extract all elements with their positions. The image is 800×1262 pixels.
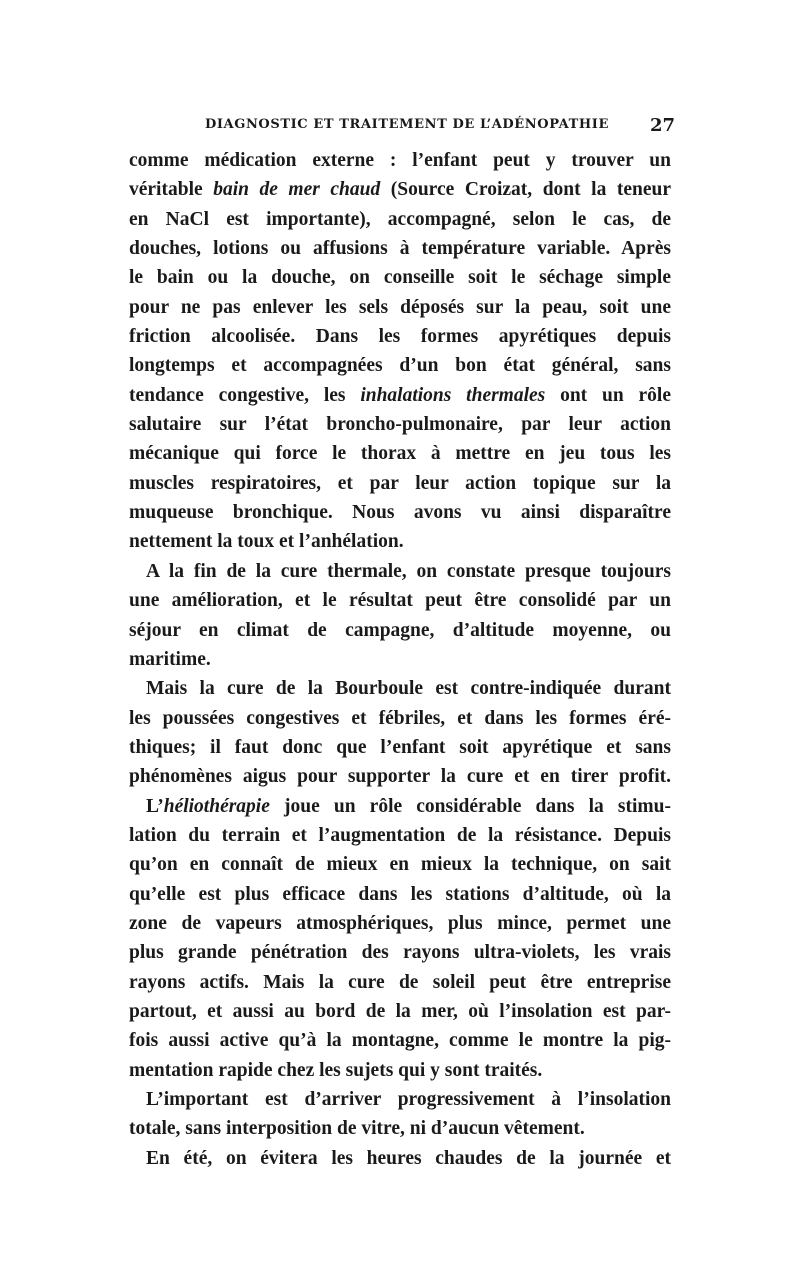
running-header xyxy=(205,117,675,137)
text-line: muqueuse bronchique. Nous avons vu ainsi disparaître xyxy=(129,502,671,524)
text-line: séjour en climat de campagne, d’altitude moyenne, ou xyxy=(129,619,671,641)
paragraph-start-line: A la fin de la cure thermale, on constate presque toujours xyxy=(146,560,671,582)
text-line: comme médication externe : l’enfant peut y trouver un xyxy=(129,150,671,171)
paragraph-end-line: nettement la toux et l’anhélation. xyxy=(129,531,404,553)
text-line: friction alcoolisée. Dans les formes apyrétiques depuis xyxy=(129,326,671,348)
text-line: qu’on en connaît de mieux en mieux la technique, on sait xyxy=(129,854,671,876)
text-line: plus grande pénétration des rayons ultra-violets, les vrais xyxy=(129,942,671,964)
paragraph-end-line: phénomènes aigus pour supporter la cure et en tirer profit. xyxy=(129,766,671,788)
text-line: en NaCl est importante), accompagné, selon le cas, de xyxy=(129,208,671,230)
page-number: 27 xyxy=(649,115,675,136)
text-line: partout, et aussi au bord de la mer, où l’insolation est par- xyxy=(129,1000,671,1022)
text-line: salutaire sur l’état broncho-pulmonaire, par leur action xyxy=(129,414,671,436)
text-line: zone de vapeurs atmosphériques, plus mince, permet une xyxy=(129,912,671,934)
text-line: qu’elle est plus efficace dans les stations d’altitude, où la xyxy=(129,883,671,905)
paragraph-end-line: mentation rapide chez les sujets qui y sont traités. xyxy=(129,1059,543,1081)
paragraph-start-line: L’important est d’arriver progressivement à l’insolation xyxy=(146,1089,671,1110)
paragraph-start-line: L’héliothérapie joue un rôle considérable dans la stimu- xyxy=(146,795,671,817)
paragraph-end-line: totale, sans interposition de vitre, ni d’aucun vêtement. xyxy=(129,1118,585,1140)
paragraph-start-line: En été, on évitera les heures chaudes de la journée et xyxy=(146,1147,671,1169)
italic-phrase: inhalations thermales xyxy=(360,384,546,406)
text-line: douches, lotions ou affusions à température variable. Après xyxy=(129,238,671,260)
text-line: muscles respiratoires, et par leur action topique sur la xyxy=(129,472,671,494)
italic-phrase: bain de mer chaud xyxy=(213,179,381,201)
text-line: véritable bain de mer chaud (Source Croizat, dont la teneur xyxy=(129,179,671,201)
text-line: les poussées congestives et fébriles, et dans les formes éré- xyxy=(129,707,671,729)
text-line: une amélioration, et le résultat peut être consolidé par un xyxy=(129,590,671,612)
italic-phrase: héliothérapie xyxy=(163,795,270,817)
running-title: DIAGNOSTIC ET TRAITEMENT DE L’ADÉNOPATHIE xyxy=(205,117,609,132)
text-line: fois aussi active qu’à la montagne, comme le montre la pig- xyxy=(129,1030,671,1052)
text-line: longtemps et accompagnées d’un bon état général, sans xyxy=(129,355,671,377)
text-line: lation du terrain et l’augmentation de la résistance. Depuis xyxy=(129,824,671,846)
body-text xyxy=(129,146,671,1173)
paragraph-start-line: Mais la cure de la Bourboule est contre-indiquée durant xyxy=(146,678,671,700)
text-line: thiques; il faut donc que l’enfant soit apyrétique et sans xyxy=(129,736,671,758)
text-line: pour ne pas enlever les sels déposés sur la peau, soit une xyxy=(129,296,671,318)
text-line: le bain ou la douche, on conseille soit le séchage simple xyxy=(129,267,671,289)
text-line: mécanique qui force le thorax à mettre en jeu tous les xyxy=(129,443,671,465)
paragraph-end-line: maritime. xyxy=(129,648,211,670)
text-line: rayons actifs. Mais la cure de soleil peut être entreprise xyxy=(129,971,671,993)
text-line: tendance congestive, les inhalations thermales ont un rôle xyxy=(129,384,671,406)
